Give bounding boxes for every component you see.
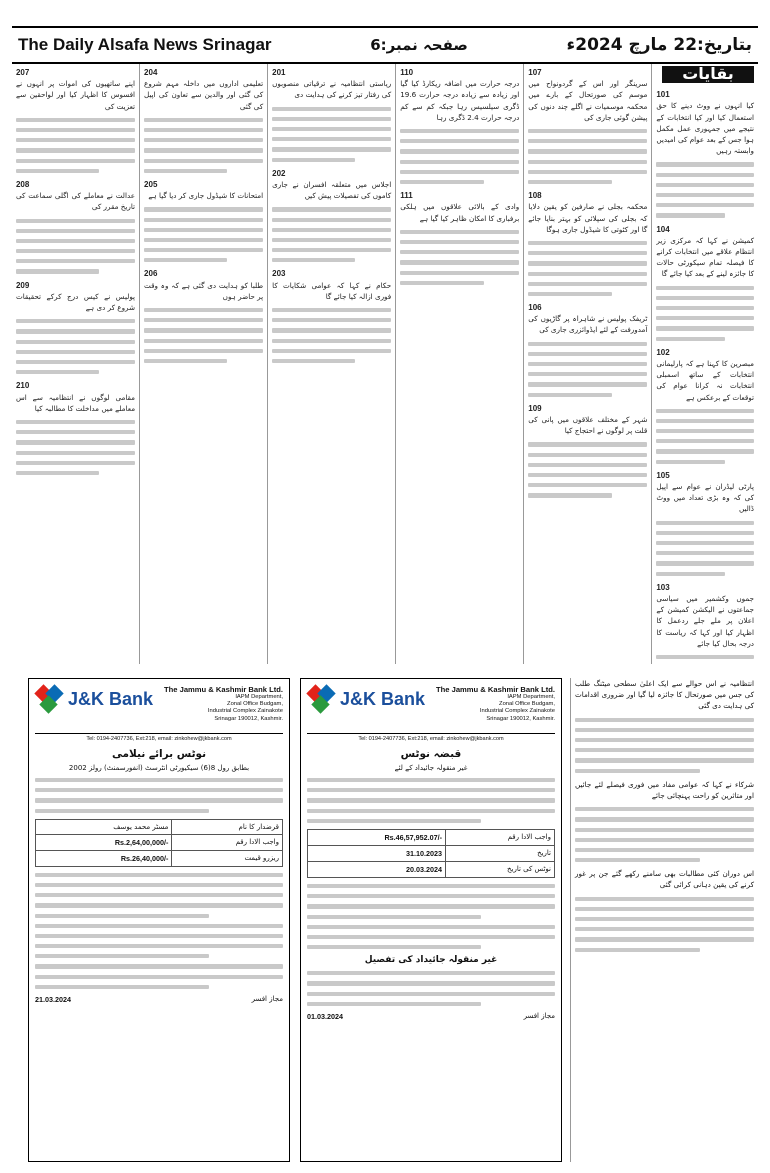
row-label: قرضدار کا نام [172,819,283,834]
story-number: 110 [400,68,414,77]
story-number: 106 [528,303,542,313]
schedule-title: غیر منقولہ جائیداد کی تفصیل [364,955,498,966]
notice-subtitle: غیر منقولہ جائیداد کے لئے [394,764,468,772]
story-body [528,241,647,296]
story-body [400,230,519,285]
story-body [575,718,754,773]
notice-terms [35,873,283,989]
story-body [16,219,135,274]
row-value: Rs.2,64,00,000/- [36,834,172,850]
story-text: جموں وکشمیر میں سیاسی جماعتوں نے الیکشن کمیشن کے اعلان پر ملے جلے ردعمل کا اظہار کیا اور کہا کہ ریاست کا درجہ بحال کیا جائے [656,593,754,648]
story-body [656,521,754,576]
bank-logo [307,685,425,713]
bank-logo-text: J&K Bank [68,688,154,709]
ad-header [35,685,283,734]
story-number: 207 [15,68,30,77]
story-text: پولیس نے کیس درج کرکے تحقیقات شروع کر دی ہے [15,291,136,313]
story-body [144,118,263,173]
story-text: شہر کے مختلف علاقوں میں پانی کی قلت پر لوگوں نے احتجاج کیا [528,415,648,436]
section-title: بقایات [662,66,754,83]
bank-name: The Jammu & Kashmir Bank Ltd. [436,685,555,694]
notice-date: 01.03.2024 [307,1012,343,1021]
story-number: 201 [272,68,286,77]
page-number: صفحہ نمبر:6 [370,36,468,54]
signature-label: مجاز افسر [523,1012,555,1020]
story-text: وادی کے بالائی علاقوں میں ہلکی برفباری کا امکان ظاہر کیا گیا ہے [400,202,520,223]
story-text: کیا انہوں نے ووٹ دینے کا حق استعمال کیا اور کیا انتخابات کے نتیجے میں جمہوری عمل مکمل ہوا جس کے بعد عوام کی امیدیں وابستہ رہیں [656,101,754,156]
notice-table [307,829,555,878]
story-text: امتحانات کا شیڈول جاری کر دیا گیا ہے [148,191,264,201]
row-value: Rs.26,40,000/- [36,850,172,866]
story-number: 105 [656,470,670,480]
story-text: سرینگر اور اس کے گردونواح میں موسم کی صورتحال کے بارے میں محکمہ موسمیات نے اگلے چند دنوں کی پیشن گوئی جاری کی [528,79,648,122]
address-line: Srinagar 190012, Kashmir. [214,715,283,722]
bank-address [164,685,283,723]
notice-title: قبضہ نوٹس [400,748,462,760]
story-text: ٹریفک پولیس نے شاہراہ پر گاڑیوں کی آمدورفت کے لئے ایڈوائزری جاری کی [528,314,648,335]
table-row [308,861,555,877]
story-text: پارٹی لیڈران نے عوام سے اپیل کی کہ وہ بڑی تعداد میں ووٹ ڈالیں [656,482,754,514]
notice-footer [35,995,283,1004]
story-body [656,162,754,217]
notice-footer [307,1012,555,1021]
story-text: اس دوران کئی مطالبات بھی سامنے رکھے گئے جن پر غور کرنے کی یقین دہانی کرائی گئی [575,869,754,890]
column-1 [651,64,758,664]
story-body [656,409,754,464]
story-text: اپنے ساتھیوں کی اموات پر انہوں نے افسوس کا اظہار کیا اور لواحقین سے تعزیت کی [15,79,136,111]
story-number: 208 [15,179,30,189]
story-body [272,107,391,162]
address-line: IAPM Department, [507,694,555,700]
story-body [16,319,135,374]
bank-contact: Tel: 0194-2407736, Ext:218, email: zinkohew@jkbank.com [358,736,504,742]
row-value: 20.03.2024 [308,861,446,877]
story-text: مقامی لوگوں نے انتظامیہ سے اس معاملے میں مداخلت کا مطالبہ کیا [15,392,136,413]
story-body [16,420,135,475]
bank-contact: Tel: 0194-2407736, Ext:218, email: zinkohew@jkbank.com [86,736,232,742]
row-label: واجب الادا رقم [446,829,555,845]
table-row [36,819,283,834]
column-2 [523,64,651,664]
story-number: 107 [528,68,542,77]
signature-label: مجاز افسر [251,995,283,1003]
bank-logo-icon [307,685,335,713]
table-row [36,834,283,850]
story-body [575,897,754,952]
advertisements [28,678,562,1162]
column-4 [267,64,395,664]
story-number: 109 [528,403,542,413]
row-label: تاریخ [446,845,555,861]
row-label: ریزرو قیمت [172,850,283,866]
story-text: ریاستی انتظامیہ نے ترقیاتی منصوبوں کی رفتار تیز کرنے کی ہدایت دی [272,79,392,100]
notice-date: 21.03.2024 [35,995,71,1004]
story-number: 103 [656,582,670,592]
column-6 [12,64,139,664]
story-text: طلبا کو ہدایت دی گئی ہے کہ وہ وقت پر حاضر ہوں [144,280,264,301]
story-text: شرکاء نے کہا کہ عوامی مفاد میں فوری فیصلے لئے جائیں اور متاثرین کو راحت پہنچائی جائے [575,779,754,800]
column-3 [395,64,523,664]
bank-notice-1 [28,678,290,1162]
story-body [656,286,754,341]
table-row [308,845,555,861]
story-text: درجہ حرارت میں اضافہ ریکارڈ کیا گیا اور زیادہ سے زیادہ درجہ حرارت 19.6 ڈگری سیلسیس رہا جبکہ کم سے کم درجہ حرارت 2.4 ڈگری رہا [400,79,520,122]
row-label: نوٹس کی تاریخ [446,861,555,877]
row-value: 31.10.2023 [308,845,446,861]
story-body [272,207,391,262]
notice-body [35,778,283,813]
table-row [308,829,555,845]
story-body [16,118,135,173]
schedule-body [307,971,555,1006]
story-body [528,442,647,497]
bank-name: The Jammu & Kashmir Bank Ltd. [164,685,283,694]
issue-date: بتاریخ:22 مارچ 2024ء [566,35,752,55]
column-1-items [656,89,754,664]
story-number: 205 [144,179,158,189]
masthead [12,26,758,64]
story-number: 111 [400,191,413,201]
story-body [144,308,263,363]
table-row [36,850,283,866]
address-line: Industrial Complex Zainakote [479,708,555,715]
address-line: Industrial Complex Zainakote [207,708,283,715]
notice-body [307,778,555,823]
bank-notice-2 [300,678,562,1162]
row-value: مسٹر محمد یوسف [36,819,172,834]
story-text: محکمہ بجلی نے صارفین کو یقین دلایا کہ بجلی کی سپلائی کو بہتر بنایا جائے گا اور کٹوتی کا شیڈول جاری ہوگا [528,202,648,234]
bank-logo [35,685,153,713]
paper-name: The Daily Alsafa News Srinagar [18,35,272,54]
bank-address [436,685,555,723]
address-line: IAPM Department, [235,694,283,700]
address-line: Zonal Office Budgam, [499,701,555,708]
story-number: 203 [272,269,286,279]
notice-subtitle: بطابق رول 8(6) سیکیورٹی انٹرسٹ (انفورسمنٹ) رولز 2002 [68,764,250,772]
story-text: تعلیمی اداروں میں داخلہ مہم شروع کی گئی اور والدین سے تعاون کی اپیل کی گئی [144,79,264,111]
story-number: 202 [272,168,286,178]
story-number: 210 [15,381,30,391]
column-5 [139,64,267,664]
side-column [570,678,758,1162]
notice-table [35,819,283,867]
address-line: Zonal Office Budgam, [227,701,283,708]
notice-title: نوٹس برائے نیلامی [111,748,207,760]
story-text: مبصرین کا کہنا ہے کہ پارلیمانی انتخابات کے ساتھ اسمبلی انتخابات نہ کرانا عوام کی توقعات کے برعکس ہے [656,358,754,402]
story-number: 108 [528,191,542,201]
story-body [272,308,391,363]
story-number: 104 [656,224,670,234]
address-line: Srinagar 190012, Kashmir. [486,715,555,722]
bank-logo-text: J&K Bank [340,688,426,709]
row-label: واجب الادا رقم [172,834,283,850]
row-value: Rs.46,57,952.07/- [308,829,446,845]
story-body [400,129,519,184]
story-text: اجلاس میں متعلقہ افسران نے جاری کاموں کی تفصیلات پیش کیں [272,179,392,201]
story-number: 102 [656,347,670,357]
story-body [528,342,647,397]
story-text: حکام نے کہا کہ عوامی شکایات کا فوری ازالہ کیا جائے گا [272,280,392,301]
story-number: 101 [656,90,670,100]
story-text: عدالت نے معاملے کی اگلی سماعت کی تاریخ مقرر کی [15,191,136,212]
story-body [144,207,263,262]
story-number: 204 [144,68,158,77]
story-text: انتظامیہ نے اس حوالے سے ایک اعلیٰ سطحی میٹنگ طلب کی جس میں صورتحال کا جائزہ لیا گیا اور ضروری اقدامات کی ہدایت دی گئی [575,679,754,711]
bank-logo-icon [35,685,63,713]
story-number: 206 [144,269,158,279]
story-body [528,129,647,184]
notice-terms [307,884,555,949]
story-body [656,655,754,664]
story-text: کمیشن نے کہا کہ مرکزی زیر انتظام علاقے میں انتخابات کرانے کا فیصلہ تمام سیکورٹی حالات کا جائزہ لینے کے بعد کیا جائے گا [656,235,754,279]
story-body [575,807,754,862]
story-number: 209 [15,280,30,290]
ad-header [307,685,555,734]
news-columns [12,64,758,664]
